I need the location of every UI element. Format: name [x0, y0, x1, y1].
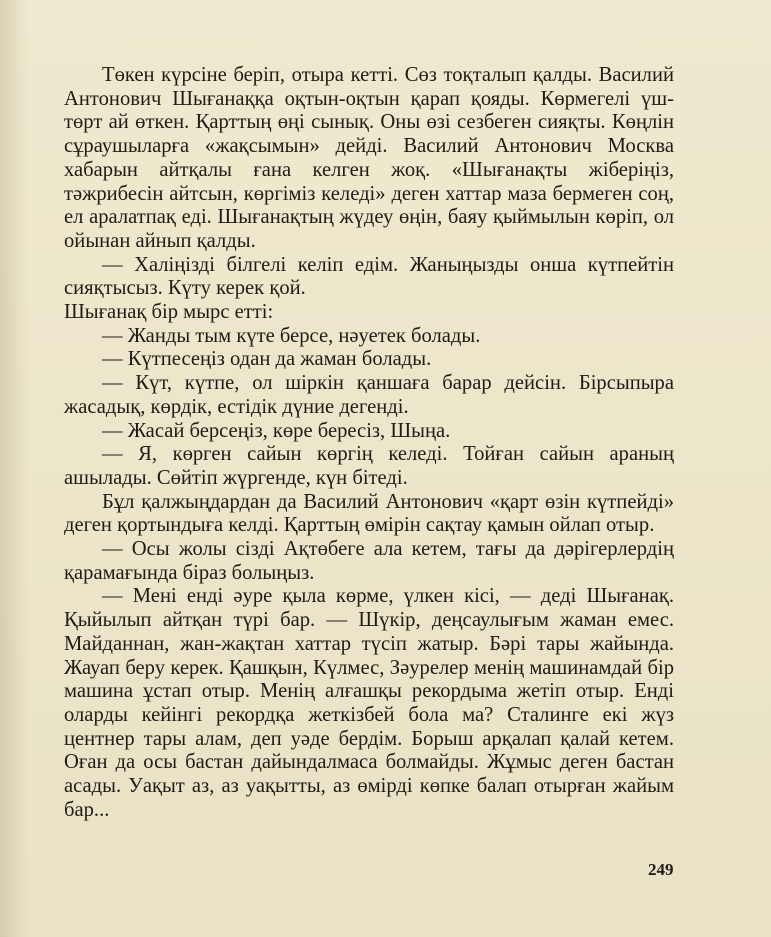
paragraph: — Күт, күтпе, ол шіркін қаншаға барар дейсін. Бірсыпыра жасадық, көрдік, естідік дүние дегенді. — [64, 372, 674, 418]
paragraph: — Мені енді әуре қыла көрме, үлкен кісі, — деді Шығанақ. Қыйылып айтқан түрі бар. — Шүкір, деңсаулығым жаман емес. Майданнан, жан-жақтан хаттар түсіп жатыр. Бәрі тары жайында. Жауап беру керек. Қашқын, Күлмес, Зәурелер менің машинамдай бір машина ұстап отыр. Менің алғашқы рекордыма жетіп отыр. Енді оларды кейінгі рекордқа жеткізбей бола ма? Сталинге екі жүз центнер тары алам, деп уәде бердім. Борыш арқалап қалай кетем. Оған да осы бастан дайындалмаса болмайды. Жұмыс деген бастан асады. Уақыт аз, аз уақытты, аз өмірді көпке балап отырған жайым бар... — [64, 585, 674, 821]
paragraph: — Халіңізді білгелі келіп едім. Жаныңызды онша күтпейтін сияқтысыз. Күту керек қой. — [64, 253, 674, 300]
page-number: 249 — [648, 860, 674, 879]
paragraph: — Жасай берсеңіз, көре бересіз, Шыңа. — [102, 419, 451, 442]
paragraph: Бұл қалжыңдардан да Василий Антонович «қарт өзін күтпейді» деген қортындыға келді. Қарттың өмірін сақтау қамын ойлап отыр. — [64, 490, 674, 537]
body-text — [64, 64, 674, 823]
paragraph: Шығанақ бір мырс етті: — [64, 301, 274, 324]
paragraph: — Жанды тым күте берсе, нәуетек болады. — [102, 324, 481, 347]
paragraph: Төкен күрсіне беріп, отыра кетті. Сөз тоқталып қалды. Василий Антонович Шығанаққа оқтын-оқтын қарап қояды. Көрмегелі үш-төрт ай өткен. Қарттың өңі сынық. Оны өзі сезбеген сияқты. Көңлін сұраушыларға «жақсымын» дейді. Василий Антонович Москва хабарын айтқалы ғана келген жоқ. «Шығанақты жіберіңіз, тәжрибесін айтсын, көргіміз келеді» деген хаттар маза бермеген соң, ел аралатпақ еді. Шығанақтың жүдеу өңін, баяу қыймылын көріп, ол ойынан айнып қалды. — [64, 64, 674, 252]
paragraph: — Я, көрген сайын көргің келеді. Тойған сайын араның ашылады. Сөйтіп жүргенде, күн бітеді. — [64, 443, 674, 489]
paragraph: — Күтпесеңіз одан да жаман болады. — [102, 348, 432, 371]
paragraph: — Осы жолы сізді Ақтөбеге ала кетем, тағы да дәрігерлердің қарамағында біраз болыңыз. — [64, 538, 674, 584]
